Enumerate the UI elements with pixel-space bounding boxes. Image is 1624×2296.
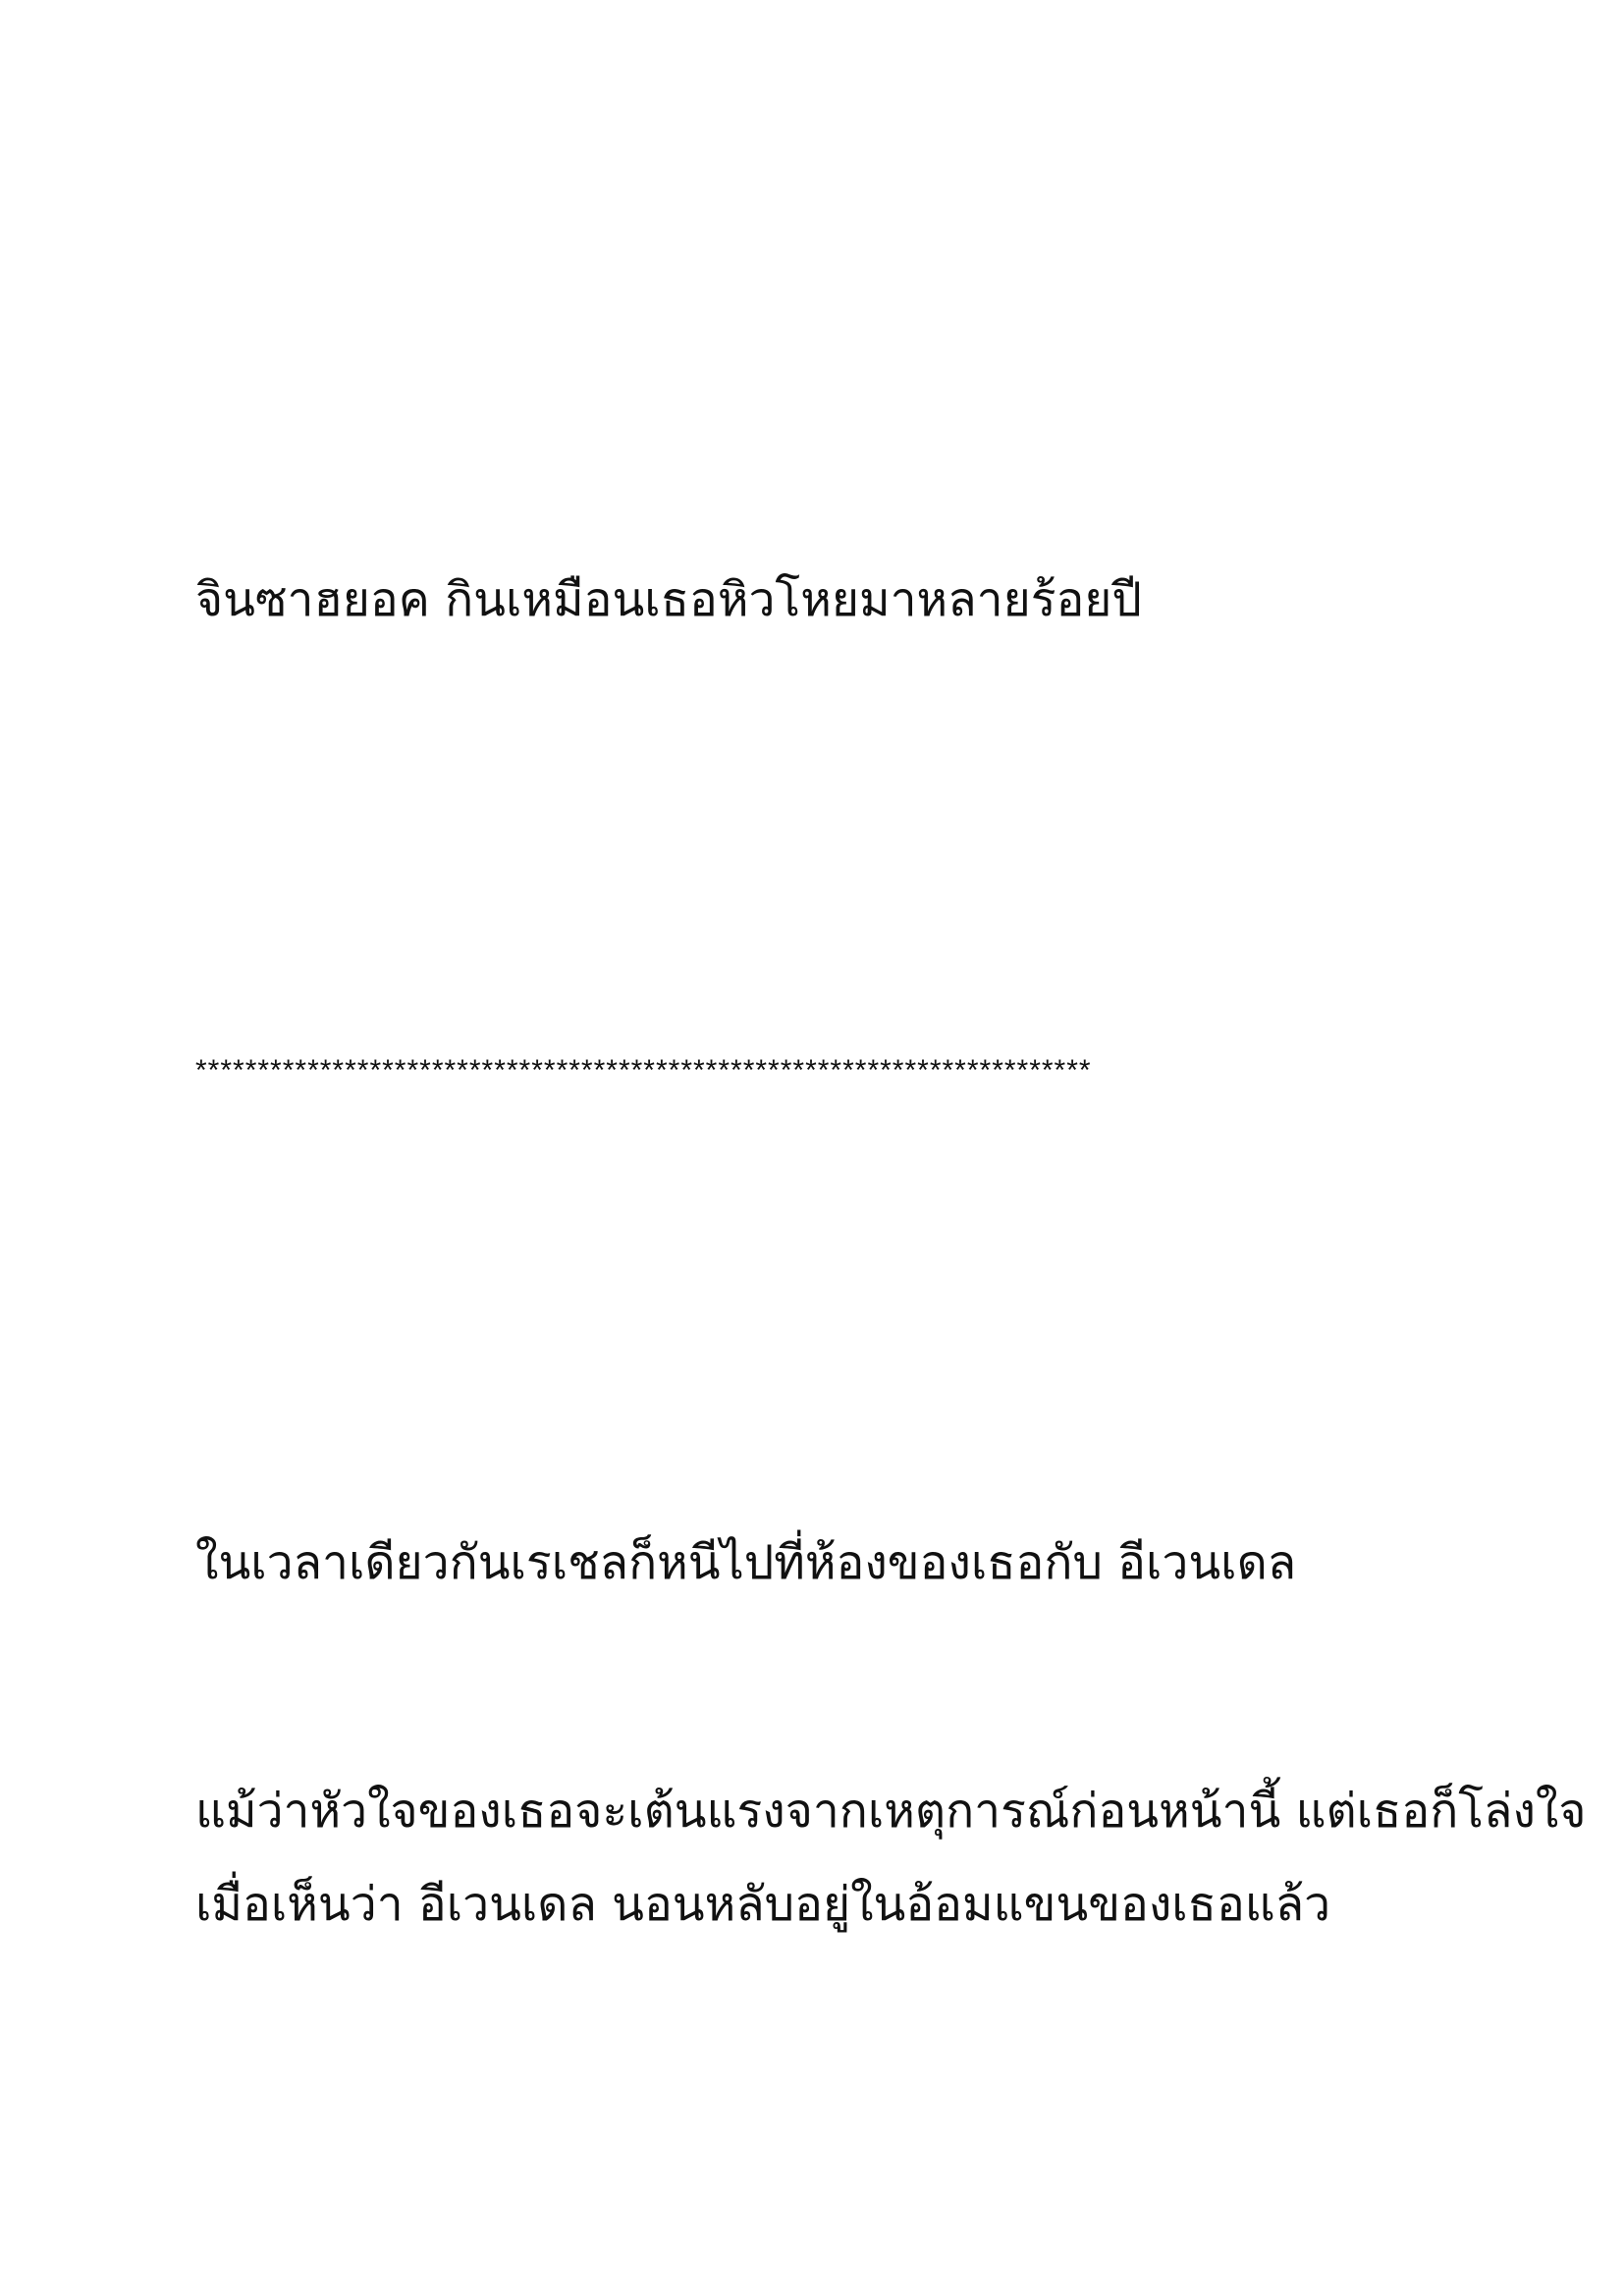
paragraph-1: จินซาฮยอค กินเหมือนเธอหิวโหยมาหลายร้อยปี xyxy=(195,572,1142,627)
section-separator: ************************************************************************ xyxy=(195,1054,1092,1087)
paragraph-2: ในเวลาเดียวกันเรเชลก็หนีไปที่ห้องของเธอกับ อีเวนเดล xyxy=(195,1535,1297,1590)
paragraph-3-line-2: เมื่อเห็นว่า อีเวนเดล นอนหลับอยู่ในอ้อมแขนของเธอแล้ว xyxy=(195,1877,1331,1932)
paragraph-3-line-1: แม้ว่าหัวใจของเธอจะเต้นแรงจากเหตุการณ์ก่อนหน้านี้ แต่เธอก็โล่งใจ xyxy=(195,1784,1587,1839)
